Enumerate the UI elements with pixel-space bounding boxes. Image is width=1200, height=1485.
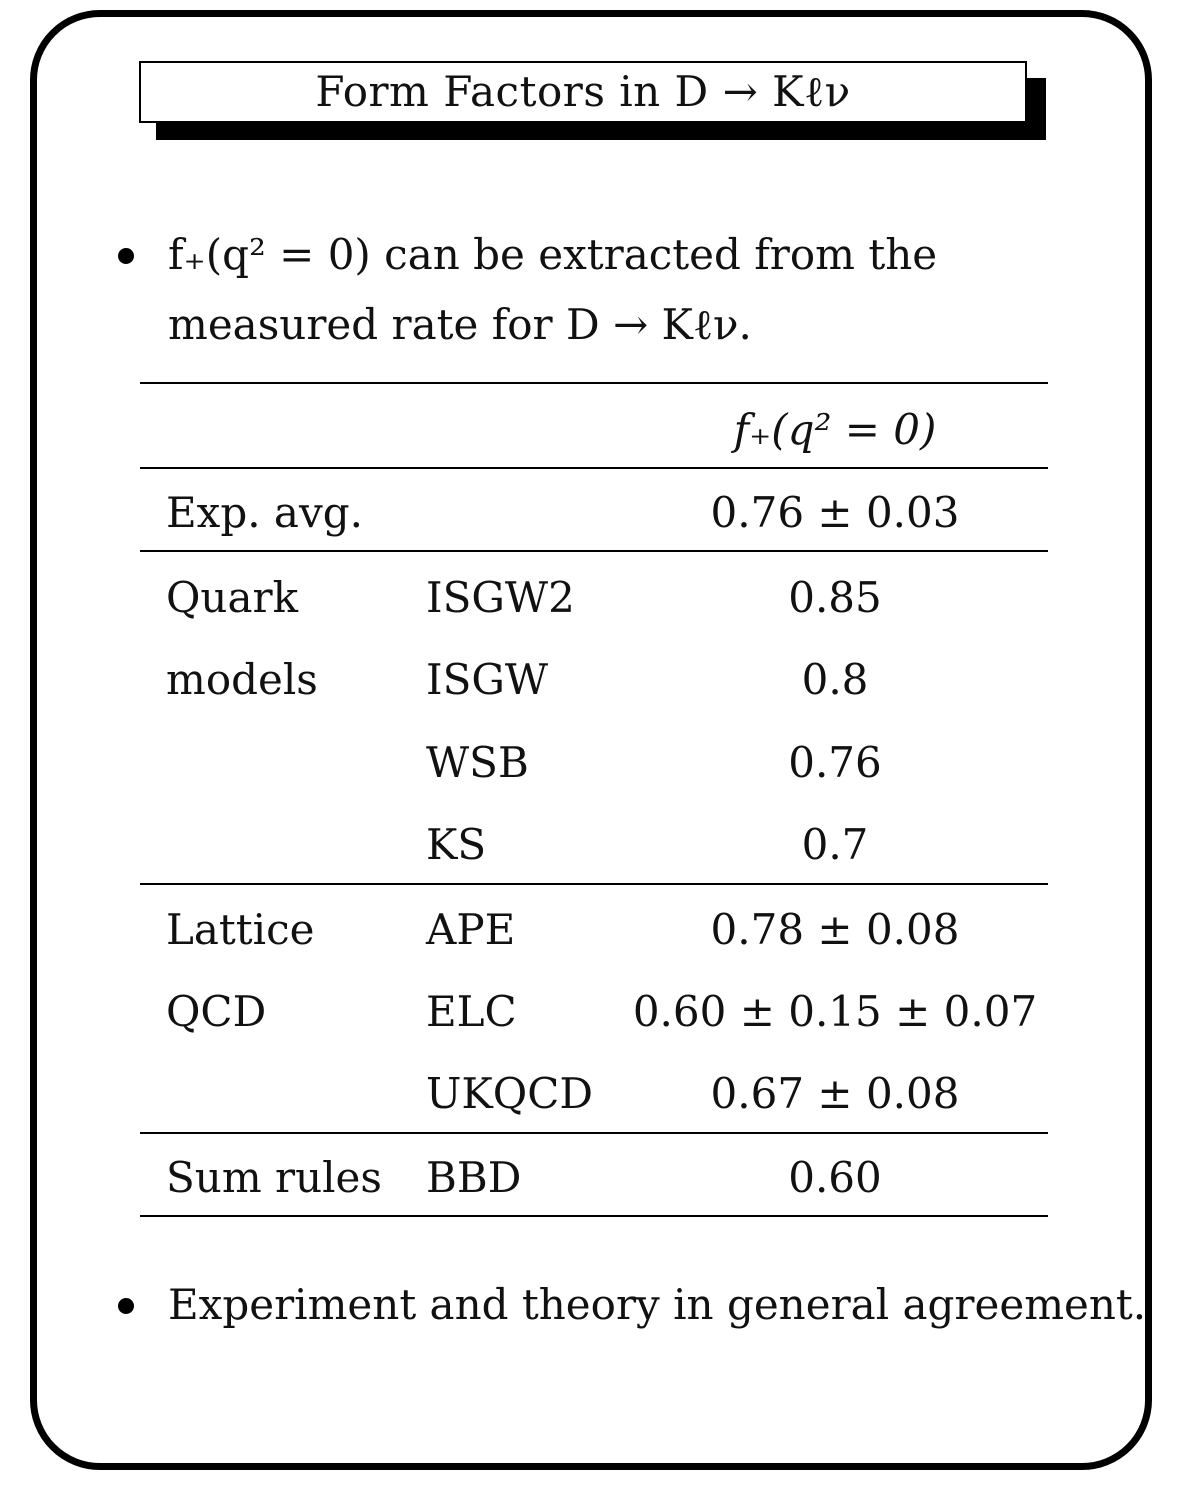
table-row-6-model: ELC [426, 987, 517, 1036]
table-rule [140, 550, 1048, 552]
bullet-dot [118, 1298, 134, 1314]
table-row-5-group: Lattice [166, 905, 315, 954]
table-row-7-model: UKQCD [426, 1069, 594, 1118]
table-row-5-value: 0.78 ± 0.08 [710, 905, 960, 954]
table-row-3-value: 0.76 [788, 738, 882, 787]
table-row-0-value: 0.76 ± 0.03 [710, 488, 960, 537]
bullet-2 [118, 1270, 1146, 1340]
table-row-5-model: APE [426, 905, 516, 954]
bullet-1 [118, 220, 937, 360]
table-bottom-rule [140, 1215, 1048, 1217]
table-row-3-model: WSB [426, 738, 529, 787]
table-rule [140, 1132, 1048, 1134]
table-row-1-value: 0.85 [788, 573, 882, 622]
table-row-4-model: KS [426, 820, 487, 869]
table-row-8-model: BBD [426, 1153, 522, 1202]
table-top-rule [140, 382, 1048, 384]
table-row-6-group: QCD [166, 987, 267, 1036]
table-row-7-value: 0.67 ± 0.08 [710, 1069, 960, 1118]
bullet-1-line-2: measured rate for D → Kℓν. [168, 300, 752, 349]
table-row-2-value: 0.8 [801, 655, 869, 704]
table-row-8-value: 0.60 [788, 1153, 882, 1202]
bullet-1-line-1: f₊(q² = 0) can be extracted from the [168, 230, 938, 279]
table-row-2-group: models [166, 655, 318, 704]
title-text: Form Factors in D → Kℓν [315, 67, 851, 116]
bullet-2-line-1: Experiment and theory in general agreement. [168, 1280, 1147, 1329]
slide-title [139, 61, 1027, 123]
table-header-value: f₊(q² = 0) [733, 405, 937, 454]
table-row-0-group: Exp. avg. [166, 488, 363, 537]
table-row-1-group: Quark [166, 573, 299, 622]
table-row-2-model: ISGW [426, 655, 549, 704]
table-row-4-value: 0.7 [801, 820, 869, 869]
table-rule [140, 883, 1048, 885]
table-row-6-value: 0.60 ± 0.15 ± 0.07 [632, 987, 1038, 1036]
table-header-rule [140, 467, 1048, 469]
table-row-8-group: Sum rules [166, 1153, 382, 1202]
bullet-dot [118, 248, 134, 264]
table-row-1-model: ISGW2 [426, 573, 575, 622]
